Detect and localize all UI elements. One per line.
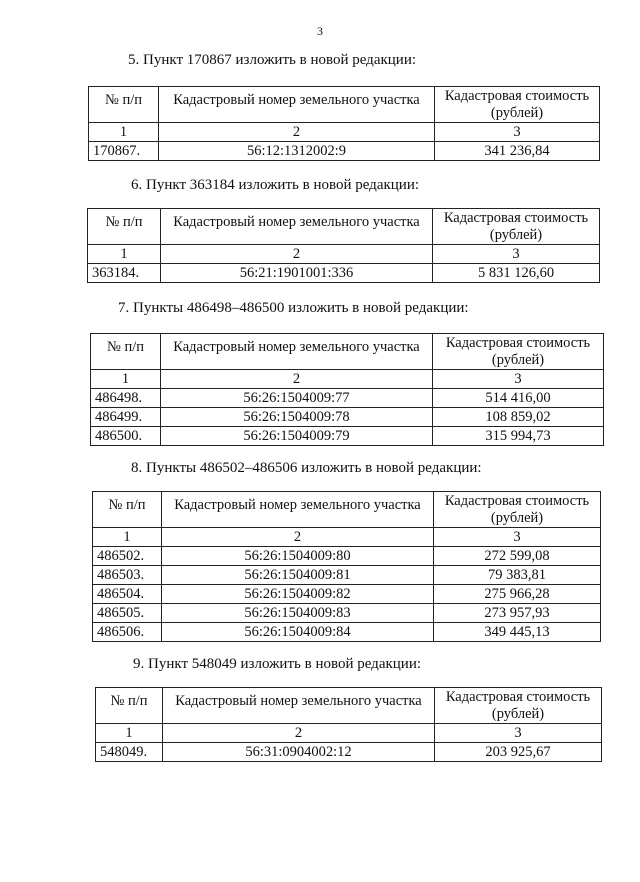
header-cost-line1: Кадастровая стоимость xyxy=(445,689,591,705)
table-index-row xyxy=(96,724,602,743)
row-cadastral-number: 56:26:1504009:84 xyxy=(162,623,434,642)
header-cost-line2: (рублей) xyxy=(490,105,544,121)
table-row xyxy=(93,623,601,642)
table-row xyxy=(93,585,601,604)
row-cadastral-number: 56:26:1504009:82 xyxy=(162,585,434,604)
table-row xyxy=(93,604,601,623)
column-index: 1 xyxy=(93,528,162,547)
table-header-row xyxy=(91,334,604,370)
row-cadastral-number: 56:26:1504009:80 xyxy=(162,547,434,566)
header-cadastral-cost xyxy=(433,334,604,370)
header-cadastral-cost xyxy=(435,87,600,123)
row-cadastral-cost: 273 957,93 xyxy=(434,604,601,623)
header-cadastral-number: Кадастровый номер земельного участка xyxy=(159,87,435,123)
column-index: 2 xyxy=(163,724,435,743)
row-number: 486502. xyxy=(93,547,162,566)
header-number: № п/п xyxy=(91,334,161,370)
header-cost-line1: Кадастровая стоимость xyxy=(444,493,590,509)
table-header-row xyxy=(88,209,600,245)
header-number: № п/п xyxy=(89,87,159,123)
table-index-row xyxy=(88,245,600,264)
cadastral-table xyxy=(92,491,601,642)
row-cadastral-cost: 272 599,08 xyxy=(434,547,601,566)
header-number: № п/п xyxy=(93,492,162,528)
header-cadastral-number: Кадастровый номер земельного участка xyxy=(161,209,433,245)
header-cost-line2: (рублей) xyxy=(491,352,545,368)
row-cadastral-number: 56:26:1504009:77 xyxy=(161,389,433,408)
row-cadastral-cost: 5 831 126,60 xyxy=(433,264,600,283)
row-number: 486503. xyxy=(93,566,162,585)
column-index: 2 xyxy=(162,528,434,547)
row-number: 486500. xyxy=(91,427,161,446)
header-cadastral-number: Кадастровый номер земельного участка xyxy=(162,492,434,528)
row-number: 486499. xyxy=(91,408,161,427)
header-number: № п/п xyxy=(88,209,161,245)
section-heading: 5. Пункт 170867 изложить в новой редакции: xyxy=(128,52,417,68)
row-cadastral-cost: 275 966,28 xyxy=(434,585,601,604)
header-number: № п/п xyxy=(96,688,163,724)
cadastral-table xyxy=(90,333,604,446)
row-number: 486504. xyxy=(93,585,162,604)
column-index: 2 xyxy=(161,245,433,264)
column-index: 1 xyxy=(89,123,159,142)
row-number: 548049. xyxy=(96,743,163,762)
table-row xyxy=(96,743,602,762)
column-index: 3 xyxy=(434,528,601,547)
column-index: 1 xyxy=(91,370,161,389)
table-row xyxy=(93,547,601,566)
row-cadastral-number: 56:26:1504009:81 xyxy=(162,566,434,585)
header-cost-line2: (рублей) xyxy=(489,227,543,243)
cadastral-table xyxy=(95,687,602,762)
table-row xyxy=(93,566,601,585)
header-cost-line2: (рублей) xyxy=(490,510,544,526)
section-heading: 8. Пункты 486502–486506 изложить в новой редакции: xyxy=(131,460,482,476)
table-index-row xyxy=(91,370,604,389)
column-index: 3 xyxy=(433,370,604,389)
header-cadastral-cost xyxy=(434,492,601,528)
row-cadastral-cost: 349 445,13 xyxy=(434,623,601,642)
cadastral-table xyxy=(88,86,600,161)
table-row xyxy=(91,427,604,446)
column-index: 3 xyxy=(433,245,600,264)
section-heading: 6. Пункт 363184 изложить в новой редакции: xyxy=(131,177,420,193)
row-cadastral-number: 56:26:1504009:79 xyxy=(161,427,433,446)
column-index: 2 xyxy=(159,123,435,142)
section-heading: 7. Пункты 486498–486500 изложить в новой редакции: xyxy=(118,300,469,316)
row-cadastral-cost: 79 383,81 xyxy=(434,566,601,585)
header-cadastral-cost xyxy=(435,688,602,724)
header-cadastral-number: Кадастровый номер земельного участка xyxy=(163,688,435,724)
table-header-row xyxy=(93,492,601,528)
row-cadastral-number: 56:26:1504009:78 xyxy=(161,408,433,427)
row-cadastral-cost: 203 925,67 xyxy=(435,743,602,762)
row-cadastral-number: 56:12:1312002:9 xyxy=(159,142,435,161)
row-cadastral-number: 56:26:1504009:83 xyxy=(162,604,434,623)
row-number: 486506. xyxy=(93,623,162,642)
row-cadastral-cost: 108 859,02 xyxy=(433,408,604,427)
section-heading: 9. Пункт 548049 изложить в новой редакции: xyxy=(133,656,422,672)
table-row xyxy=(89,142,600,161)
column-index: 3 xyxy=(435,123,600,142)
row-cadastral-number: 56:21:1901001:336 xyxy=(161,264,433,283)
row-cadastral-cost: 315 994,73 xyxy=(433,427,604,446)
header-cost-line1: Кадастровая стоимость xyxy=(443,210,589,226)
table-row xyxy=(91,389,604,408)
column-index: 3 xyxy=(435,724,602,743)
table-index-row xyxy=(89,123,600,142)
column-index: 2 xyxy=(161,370,433,389)
header-cost-line2: (рублей) xyxy=(491,706,545,722)
row-cadastral-cost: 514 416,00 xyxy=(433,389,604,408)
row-cadastral-cost: 341 236,84 xyxy=(435,142,600,161)
table-index-row xyxy=(93,528,601,547)
column-index: 1 xyxy=(88,245,161,264)
header-cadastral-cost xyxy=(433,209,600,245)
row-number: 486505. xyxy=(93,604,162,623)
row-number: 363184. xyxy=(88,264,161,283)
header-cost-line1: Кадастровая стоимость xyxy=(444,88,590,104)
page-number: 3 xyxy=(317,24,323,38)
row-number: 486498. xyxy=(91,389,161,408)
row-number: 170867. xyxy=(89,142,159,161)
header-cost-line1: Кадастровая стоимость xyxy=(445,335,591,351)
cadastral-table xyxy=(87,208,600,283)
row-cadastral-number: 56:31:0904002:12 xyxy=(163,743,435,762)
table-header-row xyxy=(89,87,600,123)
header-cadastral-number: Кадастровый номер земельного участка xyxy=(161,334,433,370)
column-index: 1 xyxy=(96,724,163,743)
table-row xyxy=(88,264,600,283)
table-row xyxy=(91,408,604,427)
table-header-row xyxy=(96,688,602,724)
